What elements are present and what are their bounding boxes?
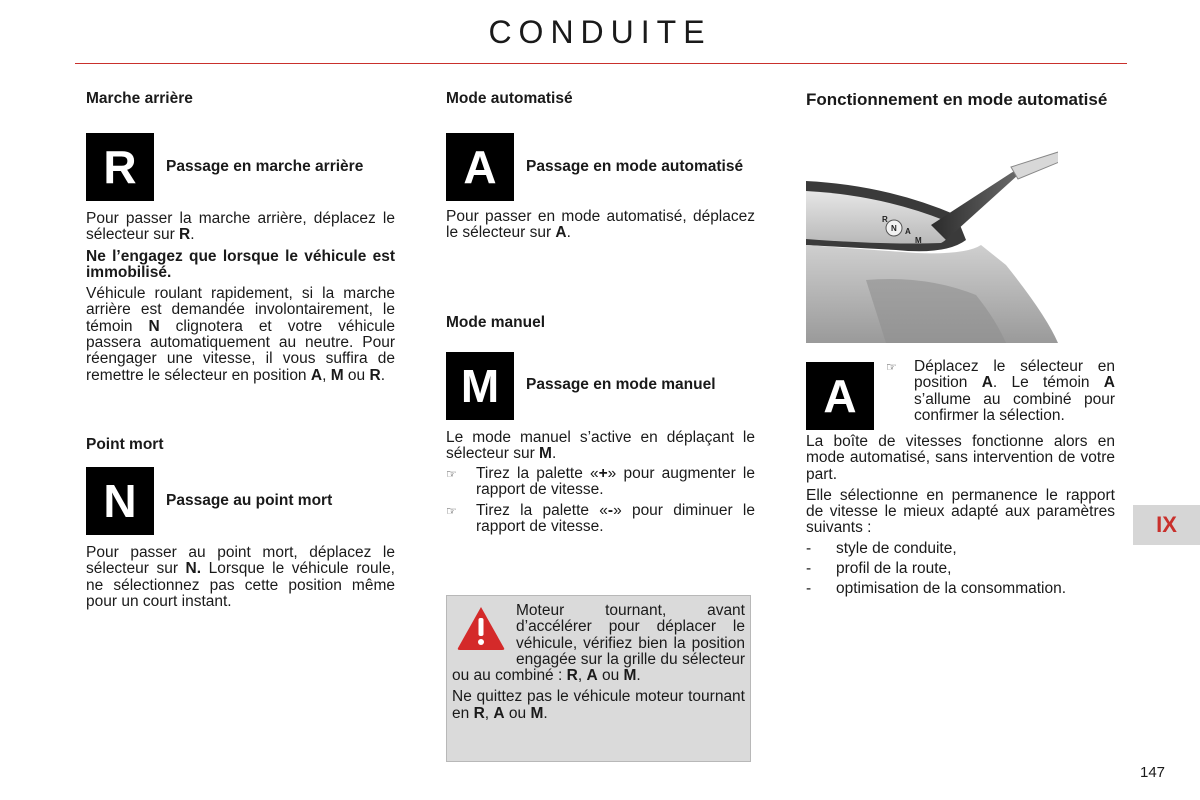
automated-letter-box: A [806,362,874,430]
reverse-warning: Ne l’engagez que lorsque le véhicule est immobilisé. [86,247,395,281]
pointing-hand-icon: ☞ [446,467,457,482]
column-right [806,90,1115,109]
manual-bullet-minus: ☞ Tirez la palette «-» pour diminuer le rapport de vitesse. [446,501,755,536]
neutral-heading: Point mort [86,435,164,453]
list-item: - profil de la route, [806,560,952,578]
auto-heading: Mode automatisé [446,90,573,107]
warning-triangle-icon [456,605,506,651]
pointing-hand-icon: ☞ [446,503,457,518]
manual-gear-row [446,352,755,420]
manual-gear-label: Passage en mode manuel [526,376,716,394]
neutral-letter-box: N [86,467,154,535]
pointing-hand-icon: ☞ [886,360,897,374]
reverse-details: Véhicule roulant rapidement, si la marche arrière est demandée involontairement, le témoin N clignotera et votre véhicule passera automatiquement au neutre. Pour réengager une vitesse, il vous suffira de remettre le sélecteur en position A, M ou R. [86,285,395,384]
reverse-heading: Marche arrière [86,90,193,107]
auto-instructions: Pour passer en mode automatisé, déplacez le sélecteur sur A. [446,208,755,242]
header-divider [75,63,1127,64]
column-middle [446,90,755,535]
illus-label-n: N [891,224,897,233]
automated-paragraph-2: Elle sélectionne en permanence le rapport de vitesse le mieux adapté aux paramètres suivants : [806,486,1115,537]
illus-label-m: M [915,236,922,245]
automated-mode-body [806,359,1115,598]
manual-heading: Mode manuel [446,313,546,331]
neutral-gear-label: Passage au point mort [166,491,333,509]
manual-bullet-plus: ☞ Tirez la palette «+» pour augmenter le rapport de vitesse. [446,465,755,499]
reverse-gear-label: Passage en marche arrière [166,157,364,175]
auto-gear-label: Passage en mode automatisé [526,157,744,175]
automated-bullet: ☞ Déplacez le sélecteur en position A. Le témoin A s’allume au combiné pour confirmer la sélection. [886,358,1115,424]
list-item: - style de conduite, [806,539,957,557]
automated-gear-row [806,359,1115,430]
neutral-instructions: Pour passer au point mort, déplacez le sélecteur sur N. Lorsque le véhicule roule, ne sélectionnez pas cette position même pour un court instant. [86,543,395,610]
reverse-letter-box: R [86,133,154,201]
chapter-tab: IX [1133,505,1200,545]
automated-mode-heading: Fonctionnement en mode automatisé [806,90,1108,109]
auto-gear-row [446,133,755,201]
automated-paragraph-1: La boîte de vitesses fonctionne alors en mode automatisé, sans intervention de votre part. [806,433,1115,483]
illus-label-a: A [905,227,911,236]
illus-label-r: R [882,215,888,224]
reverse-instructions: Pour passer la marche arrière, déplacez le sélecteur sur R. [86,210,395,244]
warning-box [446,595,751,762]
warning-text-2: Ne quittez pas le véhicule moteur tournant en R, A ou M. [452,688,745,722]
auto-letter-box: A [446,133,514,201]
list-item: - optimisation de la consommation. [806,580,1067,598]
neutral-gear-row [86,467,395,535]
page-number: 147 [1140,764,1166,781]
column-left [86,90,395,610]
page-title: CONDUITE [488,14,712,50]
manual-instructions: Le mode manuel s’active en déplaçant le sélecteur sur M. [446,428,755,462]
warning-text-1: Moteur tournant, avant d’accélérer pour déplacer le véhicule, vérifiez bien la position engagée sur la grille du sélecteur ou au combiné : R, A ou M. [452,602,745,685]
gear-selector-illustration [806,145,1058,343]
manual-letter-box: M [446,352,514,420]
reverse-gear-row [86,133,395,201]
